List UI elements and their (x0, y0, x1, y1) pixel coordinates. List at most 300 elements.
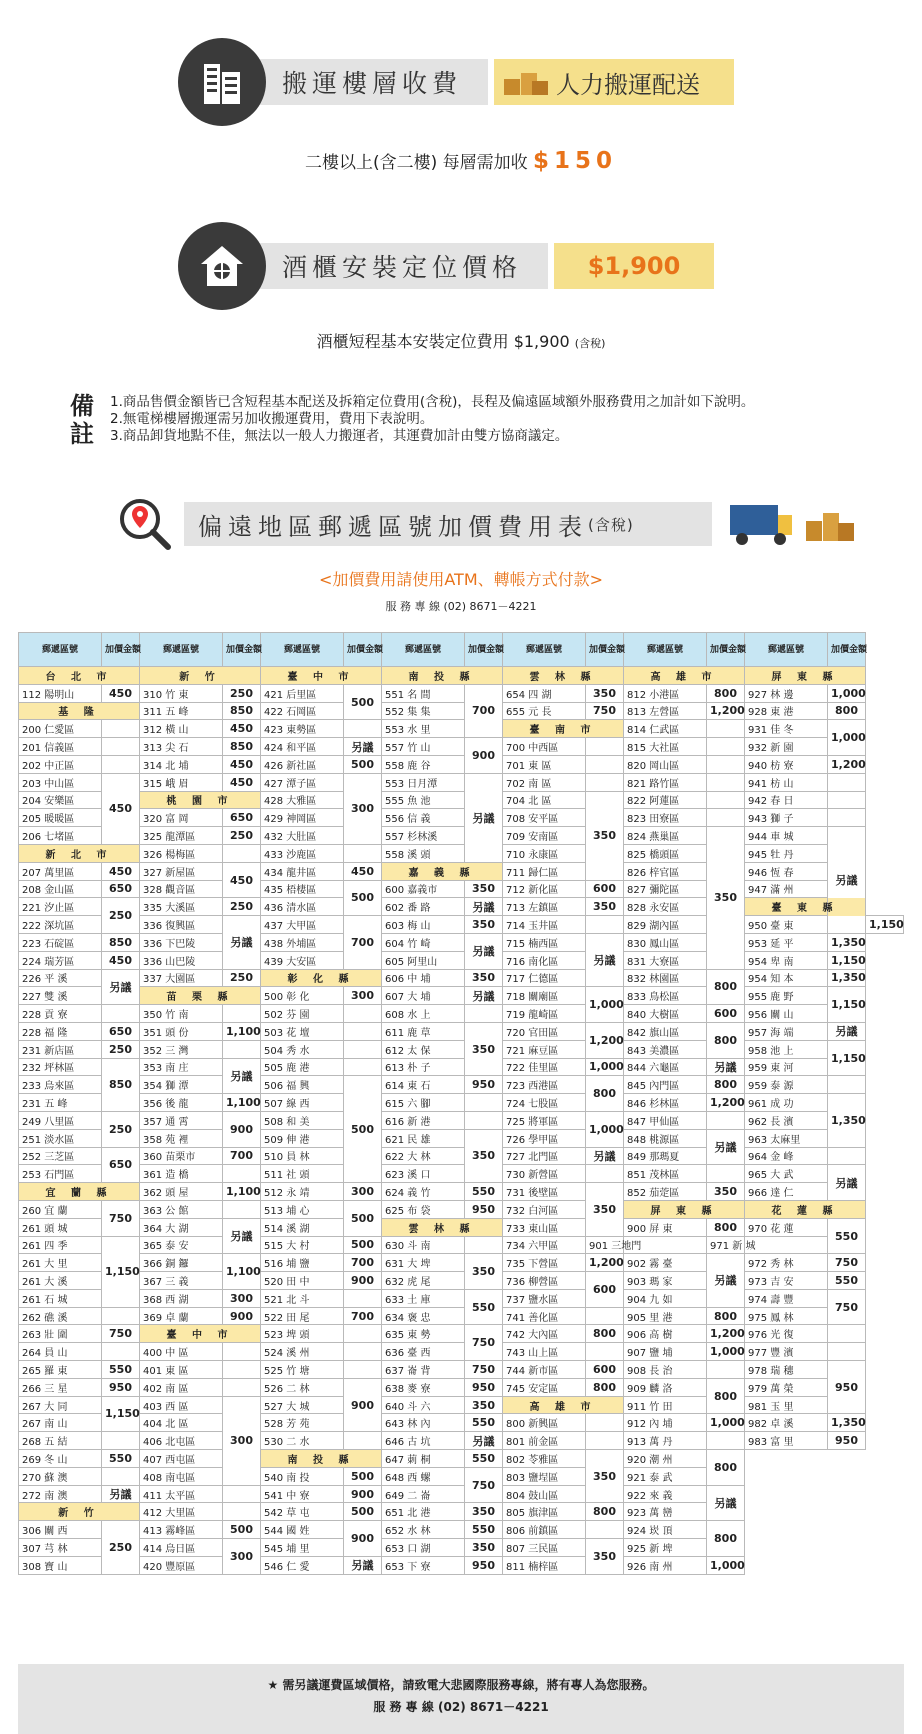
region-header: 新 竹 (19, 1503, 140, 1521)
zip-cell: 956 關 山 (745, 1005, 828, 1023)
header-fee: 加價金額 (465, 633, 503, 667)
fee-cell (102, 738, 140, 756)
zip-cell: 201 信義區 (19, 738, 102, 756)
zip-cell: 369 卓 蘭 (140, 1307, 223, 1325)
zip-cell: 252 三芝區 (19, 1147, 102, 1165)
fee-cell: 750 (102, 1200, 140, 1236)
fee-cell (828, 1076, 866, 1094)
fee-cell: 750 (102, 1325, 140, 1343)
zip-cell: 904 九 如 (624, 1289, 707, 1307)
fee-cell: 550 (465, 1414, 503, 1432)
fee-cell (344, 1058, 382, 1076)
fee-cell (223, 1378, 261, 1396)
fee-cell: 700 (465, 684, 503, 737)
zip-cell: 516 埔 鹽 (261, 1254, 344, 1272)
header-zip: 郵遞區號 (382, 633, 465, 667)
region-header: 花 蓮 縣 (745, 1200, 866, 1218)
region-header: 新 北 市 (19, 844, 140, 862)
zip-cell: 723 西港區 (503, 1076, 586, 1094)
fee-cell: 1,200 (707, 1325, 745, 1343)
zip-cell: 616 新 港 (382, 1111, 465, 1129)
zip-cell: 231 新店區 (19, 1040, 102, 1058)
zip-cell: 511 社 頭 (261, 1165, 344, 1183)
zip-cell: 921 泰 武 (624, 1467, 707, 1485)
fee-cell: 900 (344, 1272, 382, 1290)
remote-title: 偏遠地區郵遞區號加價費用表 (含稅) (184, 502, 712, 546)
fee-cell: 350 (586, 1450, 624, 1503)
floor-header (178, 38, 734, 126)
fee-cell: 另議 (707, 1129, 745, 1165)
zip-cell: 653 下 寮 (382, 1556, 465, 1574)
fee-cell: 500 (344, 1200, 382, 1236)
zip-cell: 654 四 湖 (503, 684, 586, 702)
zip-cell: 326 楊梅區 (140, 844, 223, 862)
zip-cell: 725 將軍區 (503, 1111, 586, 1129)
zip-cell: 733 東山區 (503, 1218, 586, 1236)
zip-cell: 552 集 集 (382, 702, 465, 720)
zip-cell: 652 水 林 (382, 1521, 465, 1539)
fee-cell: 1,150 (828, 1040, 866, 1076)
zip-cell: 701 東 區 (503, 755, 586, 773)
empty-cell (745, 1539, 866, 1557)
zip-cell: 612 太 保 (382, 1040, 465, 1058)
header-fee: 加價金額 (586, 633, 624, 667)
empty-cell (745, 1521, 866, 1539)
zip-cell: 514 溪 湖 (261, 1218, 344, 1236)
zip-cell: 824 燕巢區 (624, 827, 707, 845)
zip-cell: 962 長 濱 (745, 1111, 828, 1129)
fee-cell: 550 (465, 1521, 503, 1539)
zip-cell: 978 瑞 穗 (745, 1361, 828, 1379)
zip-cell: 655 元 長 (503, 702, 586, 720)
zip-cell: 261 頭 城 (19, 1218, 102, 1236)
zip-cell: 721 麻豆區 (503, 1040, 586, 1058)
zip-cell: 509 伸 港 (261, 1129, 344, 1147)
zip-cell: 224 瑞芳區 (19, 951, 102, 969)
note-item: 1.商品售價金額皆已含短程基本配送及拆箱定位費用(含稅)，長程及偏遠區域額外服務費用之加計如下說明。 (110, 394, 755, 410)
zip-cell: 737 鹽水區 (503, 1289, 586, 1307)
fee-cell (223, 1503, 261, 1521)
zip-cell: 422 石岡區 (261, 702, 344, 720)
zip-cell: 961 成 功 (745, 1094, 828, 1112)
fee-cell (707, 720, 745, 738)
zip-cell: 625 布 袋 (382, 1200, 465, 1218)
zip-cell: 269 冬 山 (19, 1450, 102, 1468)
zip-cell: 307 芎 林 (19, 1539, 102, 1557)
fee-cell: 800 (707, 1076, 745, 1094)
zip-cell: 647 莿 桐 (382, 1450, 465, 1468)
fee-cell: 750 (828, 1254, 866, 1272)
zip-cell: 363 公 館 (140, 1200, 223, 1218)
zip-cell: 803 鹽埕區 (503, 1467, 586, 1485)
fee-cell: 700 (344, 1254, 382, 1272)
fee-cell: 600 (586, 1361, 624, 1379)
fee-cell (828, 1343, 866, 1361)
zip-cell: 735 下營區 (503, 1254, 586, 1272)
zip-cell: 528 芳 苑 (261, 1414, 344, 1432)
zip-cell: 630 斗 南 (382, 1236, 465, 1254)
zip-cell: 424 和平區 (261, 738, 344, 756)
region-header: 嘉 義 縣 (382, 862, 503, 880)
zip-cell: 805 旗津區 (503, 1503, 586, 1521)
fee-cell: 500 (344, 1467, 382, 1485)
fee-cell: 550 (102, 1361, 140, 1379)
fee-cell: 另議 (465, 898, 503, 916)
fee-cell: 1,000 (707, 1556, 745, 1574)
region-header: 台 北 市 (19, 667, 140, 685)
zip-cell: 830 鳳山區 (624, 933, 707, 951)
header-fee: 加價金額 (707, 633, 745, 667)
remote-header (118, 497, 858, 551)
zip-cell: 506 福 興 (261, 1076, 344, 1094)
zip-cell: 350 竹 南 (140, 1005, 223, 1023)
zip-cell: 981 玉 里 (745, 1396, 828, 1414)
fee-cell: 1,200 (828, 755, 866, 773)
fee-cell: 350 (465, 1539, 503, 1557)
region-header: 南 投 縣 (382, 667, 503, 685)
zip-cell: 843 美濃區 (624, 1040, 707, 1058)
fee-cell (344, 1022, 382, 1040)
fee-cell: 550 (828, 1218, 866, 1254)
zip-cell: 940 枋 寮 (745, 755, 828, 773)
zip-cell: 711 歸仁區 (503, 862, 586, 880)
zip-cell: 734 六甲區 (503, 1236, 586, 1254)
fee-cell: 950 (465, 1076, 503, 1094)
fee-cell: 1,150 (828, 951, 866, 969)
zip-cell: 622 大 林 (382, 1147, 465, 1165)
fee-cell: 1,100 (223, 1094, 261, 1112)
zip-cell: 905 里 港 (624, 1307, 707, 1325)
zip-cell: 846 杉林區 (624, 1094, 707, 1112)
fee-cell (828, 791, 866, 809)
fee-cell: 250 (102, 1111, 140, 1147)
fee-cell: 1,000 (586, 987, 624, 1023)
fee-cell: 300 (344, 773, 382, 844)
empty-cell (745, 1485, 866, 1503)
zip-cell: 717 仁德區 (503, 969, 586, 987)
zip-cell: 724 七股區 (503, 1094, 586, 1112)
zip-cell: 828 永安區 (624, 898, 707, 916)
zip-cell: 912 內 埔 (624, 1414, 707, 1432)
zip-cell: 558 鹿 谷 (382, 755, 465, 773)
region-header: 屏 東 縣 (624, 1200, 745, 1218)
zip-cell: 708 安平區 (503, 809, 586, 827)
fee-cell: 350 (707, 1183, 745, 1201)
fee-cell (102, 1005, 140, 1023)
zip-cell: 963 太麻里 (745, 1129, 828, 1147)
zip-cell: 556 信 義 (382, 809, 465, 827)
zip-cell: 813 左營區 (624, 702, 707, 720)
fee-cell: 1,150 (102, 1236, 140, 1307)
zip-cell: 823 田寮區 (624, 809, 707, 827)
fee-cell: 1,200 (707, 702, 745, 720)
fee-cell: 800 (707, 1022, 745, 1058)
fee-cell: 500 (344, 1503, 382, 1521)
fee-cell: 1,150 (866, 916, 904, 934)
zip-cell: 741 善化區 (503, 1307, 586, 1325)
zip-cell: 249 八里區 (19, 1111, 102, 1129)
region-header: 新 竹 (140, 667, 261, 685)
fee-cell: 350 (465, 1254, 503, 1290)
fee-cell: 800 (828, 702, 866, 720)
zip-cell: 502 芬 園 (261, 1005, 344, 1023)
zip-cell: 720 官田區 (503, 1022, 586, 1040)
zip-cell: 423 東勢區 (261, 720, 344, 738)
zip-cell: 955 鹿 野 (745, 987, 828, 1005)
zip-cell: 544 國 姓 (261, 1521, 344, 1539)
fee-cell: 800 (707, 969, 745, 1005)
fee-cell (102, 1307, 140, 1325)
fee-cell: 1,100 (223, 1254, 261, 1290)
zip-cell: 736 柳營區 (503, 1272, 586, 1290)
zip-cell: 233 烏來區 (19, 1076, 102, 1094)
fee-cell: 450 (223, 720, 261, 738)
fee-cell: 250 (223, 898, 261, 916)
fee-cell: 另議 (586, 1147, 624, 1165)
fee-cell: 500 (344, 684, 382, 720)
fee-cell: 800 (586, 1325, 624, 1343)
fee-cell: 350 (586, 898, 624, 916)
fee-cell (586, 1414, 624, 1432)
empty-cell (745, 1467, 866, 1485)
fee-cell: 另議 (223, 1058, 261, 1094)
fee-cell: 450 (223, 862, 261, 898)
fee-cell: 450 (102, 684, 140, 702)
fee-cell (465, 1236, 503, 1254)
zip-cell: 434 龍井區 (261, 862, 344, 880)
zip-cell: 204 安樂區 (19, 791, 102, 809)
zip-cell: 439 大安區 (261, 951, 344, 969)
zip-cell: 926 南 州 (624, 1556, 707, 1574)
zip-cell: 545 埔 里 (261, 1539, 344, 1557)
fee-cell (707, 791, 745, 809)
zip-cell: 732 白河區 (503, 1200, 586, 1218)
zip-cell: 435 梧棲區 (261, 880, 344, 898)
fee-cell (223, 1040, 261, 1058)
zip-cell: 315 峨 眉 (140, 773, 223, 791)
fee-cell: 700 (344, 916, 382, 969)
zip-cell: 826 梓官區 (624, 862, 707, 880)
zip-cell: 831 大寮區 (624, 951, 707, 969)
fee-cell: 800 (707, 1521, 745, 1557)
fee-cell (223, 1200, 261, 1218)
zip-cell: 429 神岡區 (261, 809, 344, 827)
zip-cell: 505 鹿 港 (261, 1058, 344, 1076)
fee-cell (344, 1325, 382, 1343)
zip-cell: 328 觀音區 (140, 880, 223, 898)
zip-cell: 262 礁 溪 (19, 1307, 102, 1325)
zip-cell: 605 阿里山 (382, 951, 465, 969)
zip-cell: 553 水 里 (382, 720, 465, 738)
fee-cell: 250 (223, 969, 261, 987)
note-item: 3.商品卸貨地點不佳，無法以一般人力搬運者，其運費加計由雙方協商議定。 (110, 428, 569, 444)
empty-cell (745, 1556, 866, 1574)
fee-cell (707, 773, 745, 791)
zip-cell: 953 延 平 (745, 933, 828, 951)
zip-cell: 261 石 城 (19, 1289, 102, 1307)
zip-cell: 311 五 峰 (140, 702, 223, 720)
zip-cell: 512 永 靖 (261, 1183, 344, 1201)
fee-cell: 另議 (586, 933, 624, 986)
fee-cell: 800 (707, 1218, 745, 1236)
zip-cell: 600 嘉義市 (382, 880, 465, 898)
zip-cell: 804 鼓山區 (503, 1485, 586, 1503)
zip-cell: 433 沙鹿區 (261, 844, 344, 862)
empty-cell (745, 1450, 866, 1468)
zip-cell: 726 學甲區 (503, 1129, 586, 1147)
fee-cell: 350 (465, 1503, 503, 1521)
fee-cell: 700 (344, 1307, 382, 1325)
fee-cell: 1,350 (828, 969, 866, 987)
zip-cell: 522 田 尾 (261, 1307, 344, 1325)
zip-cell: 945 牡 丹 (745, 844, 828, 862)
fee-cell: 另議 (707, 1485, 745, 1521)
fee-cell: 450 (344, 862, 382, 880)
zip-cell: 408 南屯區 (140, 1467, 223, 1485)
zip-cell: 208 金山區 (19, 880, 102, 898)
fee-cell (707, 809, 745, 827)
fee-cell: 另議 (828, 827, 866, 934)
fee-cell (223, 1005, 261, 1023)
truck-icon (728, 499, 858, 549)
zip-cell: 207 萬里區 (19, 862, 102, 880)
fee-cell: 1,200 (586, 1022, 624, 1058)
fee-cell: 350 (586, 684, 624, 702)
zip-cell: 982 卓 溪 (745, 1414, 828, 1432)
zip-cell: 623 溪 口 (382, 1165, 465, 1183)
zip-cell: 325 龍潭區 (140, 827, 223, 845)
zip-cell: 745 安定區 (503, 1378, 586, 1396)
fee-cell: 450 (102, 773, 140, 844)
zip-cell: 852 茄萣區 (624, 1183, 707, 1201)
zip-cell: 354 獅 潭 (140, 1076, 223, 1094)
zip-cell: 621 民 雄 (382, 1129, 465, 1147)
zip-cell: 970 花 蓮 (745, 1218, 828, 1236)
zip-cell: 807 三民區 (503, 1539, 586, 1557)
zip-cell: 530 二 水 (261, 1432, 344, 1450)
fee-cell: 350 (465, 880, 503, 898)
fee-cell: 350 (465, 1022, 503, 1075)
zip-cell: 908 長 治 (624, 1361, 707, 1379)
fee-cell: 900 (223, 1111, 261, 1147)
zip-cell: 975 鳳 林 (745, 1307, 828, 1325)
fee-cell: 1,150 (102, 1396, 140, 1432)
zip-cell: 653 口 湖 (382, 1539, 465, 1557)
fee-cell: 750 (465, 1325, 503, 1361)
fee-cell: 550 (828, 1272, 866, 1290)
zip-cell: 357 通 霄 (140, 1111, 223, 1129)
fee-cell: 1,350 (828, 1414, 866, 1432)
fee-cell: 350 (465, 1396, 503, 1414)
zip-cell: 308 寶 山 (19, 1556, 102, 1574)
zip-cell: 801 前金區 (503, 1432, 586, 1450)
zip-cell: 825 橋頭區 (624, 844, 707, 862)
zip-cell: 742 大內區 (503, 1325, 586, 1343)
region-header: 臺 中 市 (261, 667, 382, 685)
zip-cell: 527 大 城 (261, 1396, 344, 1414)
zip-cell: 702 南 區 (503, 773, 586, 791)
zip-cell: 557 竹 山 (382, 738, 465, 756)
remote-fee-table (18, 632, 904, 1575)
zip-cell: 251 淡水區 (19, 1129, 102, 1147)
header-zip: 郵遞區號 (745, 633, 828, 667)
zip-cell: 261 大 溪 (19, 1272, 102, 1290)
fee-cell: 650 (102, 880, 140, 898)
zip-cell: 365 泰 安 (140, 1236, 223, 1254)
fee-cell: 900 (344, 1485, 382, 1503)
zip-cell: 264 員 山 (19, 1343, 102, 1361)
zip-cell: 974 壽 豐 (745, 1289, 828, 1307)
fee-cell (223, 1361, 261, 1379)
fee-cell: 1,350 (828, 933, 866, 951)
zip-cell: 437 大甲區 (261, 916, 344, 934)
fee-cell (344, 1361, 382, 1379)
zip-cell: 979 萬 榮 (745, 1378, 828, 1396)
fee-cell: 1,000 (828, 720, 866, 756)
zip-cell: 551 名 間 (382, 684, 465, 702)
header-fee: 加價金額 (344, 633, 382, 667)
fee-cell: 800 (586, 1503, 624, 1521)
zip-cell: 637 崙 背 (382, 1361, 465, 1379)
zip-cell: 420 豐原區 (140, 1556, 223, 1574)
zip-cell: 704 北 區 (503, 791, 586, 809)
floor-title: 搬運樓層收費 (238, 59, 488, 105)
zip-cell: 924 崁 頂 (624, 1521, 707, 1539)
zip-cell: 206 七堵區 (19, 827, 102, 845)
zip-cell: 404 北 區 (140, 1414, 223, 1432)
zip-cell: 360 苗栗市 (140, 1147, 223, 1165)
zip-cell: 965 大 武 (745, 1165, 828, 1183)
region-header: 臺 南 市 (503, 720, 624, 738)
zip-cell: 112 陽明山 (19, 684, 102, 702)
zip-cell: 971 新 城 (707, 1236, 745, 1254)
zip-cell: 368 西 湖 (140, 1289, 223, 1307)
zip-cell: 648 西 螺 (382, 1467, 465, 1485)
zip-cell: 523 埤 頭 (261, 1325, 344, 1343)
zip-cell: 829 湖內區 (624, 916, 707, 934)
fee-cell: 750 (465, 1361, 503, 1379)
fee-cell (344, 844, 382, 862)
fee-cell: 700 (223, 1147, 261, 1165)
zip-cell: 821 路竹區 (624, 773, 707, 791)
fee-cell (586, 916, 624, 934)
zip-cell: 902 霧 臺 (624, 1254, 707, 1272)
fee-cell: 另議 (465, 987, 503, 1005)
zip-cell: 540 南 投 (261, 1467, 344, 1485)
zip-cell: 925 新 埤 (624, 1539, 707, 1557)
zip-cell: 314 北 埔 (140, 755, 223, 773)
fee-cell: 950 (828, 1361, 866, 1414)
header-fee: 加價金額 (223, 633, 261, 667)
fee-cell: 850 (102, 933, 140, 951)
zip-cell: 407 西屯區 (140, 1450, 223, 1468)
fee-cell: 500 (344, 1236, 382, 1254)
fee-cell (223, 1485, 261, 1503)
fee-cell: 850 (102, 1058, 140, 1111)
zip-cell: 414 烏日區 (140, 1539, 223, 1557)
zip-cell: 715 楠西區 (503, 933, 586, 951)
zip-cell: 521 北 斗 (261, 1289, 344, 1307)
zip-cell: 954 卑 南 (745, 951, 828, 969)
fee-cell (586, 1432, 624, 1450)
fee-cell: 1,000 (707, 1343, 745, 1361)
fee-cell: 850 (223, 738, 261, 756)
fee-cell (102, 720, 140, 738)
note-item: 2.無電梯樓層搬運需另加收搬運費用，費用下表說明。 (110, 411, 434, 427)
fee-cell (828, 1147, 866, 1165)
floor-price: $150 (533, 148, 618, 174)
zip-cell: 272 南 澳 (19, 1485, 102, 1503)
